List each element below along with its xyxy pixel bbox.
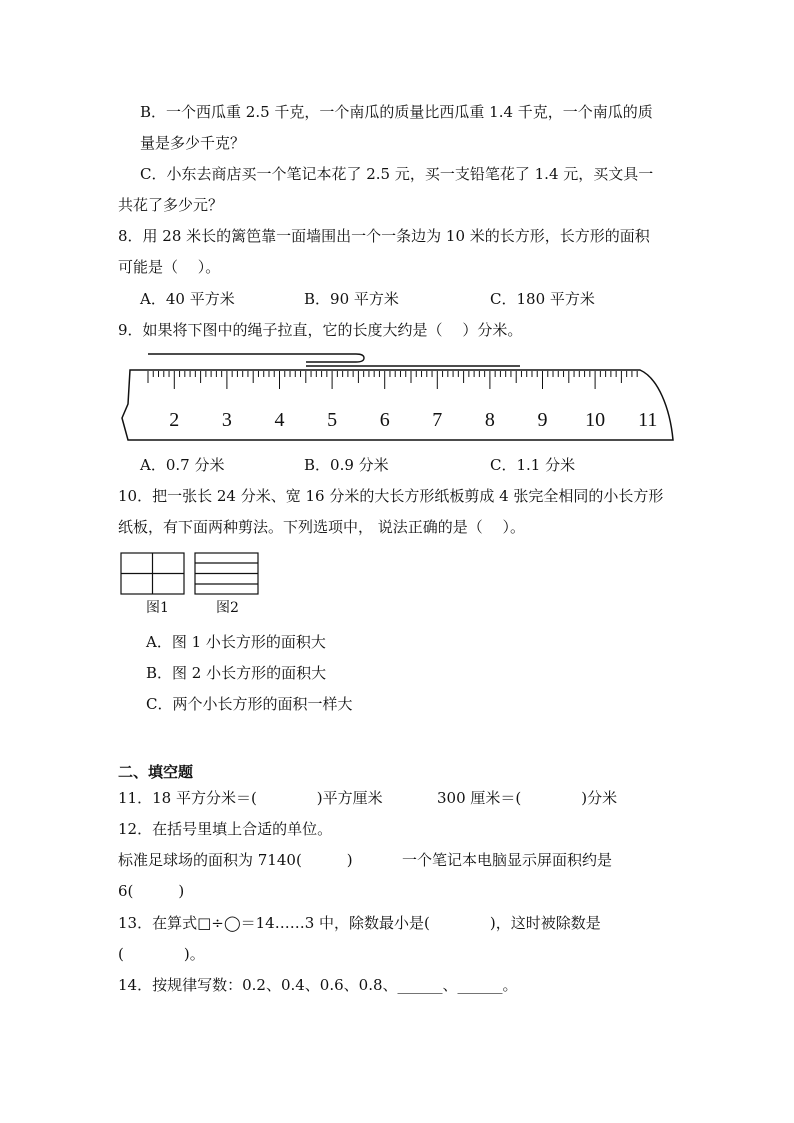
ruler-number: 3: [221, 409, 232, 431]
q8-option-a: A．40 平方米: [140, 290, 235, 308]
q8-stem-line1: 8．用 28 米长的篱笆靠一面墙围出一个一条边为 10 米的长方形，长方形的面积: [118, 227, 650, 245]
q9-option-c: C．1.1 分米: [490, 456, 576, 474]
ruler-number: 8: [484, 409, 495, 431]
ruler-number: 4: [274, 409, 285, 431]
ruler-number: 7: [432, 409, 443, 431]
ruler-number: 11: [638, 409, 658, 431]
q12-stem: 12．在括号里填上合适的单位。: [118, 820, 333, 838]
q11-part1: 11．18 平方分米＝( )平方厘米: [118, 789, 383, 807]
q10-stem-line2: 纸板，有下面两种剪法。下列选项中， 说法正确的是（ ）。: [118, 518, 526, 536]
figure-1-label: 图1: [146, 600, 169, 616]
q12-part1: 标准足球场的面积为 7140( ): [118, 851, 353, 869]
q10-option-a: A．图 1 小长方形的面积大: [146, 633, 326, 651]
q7-option-b-line1: B．一个西瓜重 2.5 千克，一个南瓜的质量比西瓜重 1.4 千克，一个南瓜的质: [140, 103, 653, 121]
q13-stem-line1: 13．在算式□÷◯＝14……3 中，除数最小是( )，这时被除数是: [118, 914, 601, 932]
q10-stem-line1: 10．把一张长 24 分米、宽 16 分米的大长方形纸板剪成 4 张完全相同的小长方形: [118, 487, 664, 505]
q12-part3: 6( ): [118, 882, 185, 900]
q8-stem-line2: 可能是（ ）。: [118, 258, 221, 276]
q13-stem-line2: ( )。: [118, 945, 205, 963]
ruler-number: 6: [379, 409, 390, 431]
q14-stem: 14．按规律写数：0.2、0.4、0.6、0.8、______、______。: [118, 976, 518, 994]
q8-option-b: B．90 平方米: [304, 290, 399, 308]
q9-stem: 9．如果将下图中的绳子拉直，它的长度大约是（ ）分米。: [118, 321, 523, 339]
figure-1: [120, 552, 186, 596]
q7-option-b-line2: 量是多少千克？: [140, 134, 246, 152]
ruler-number: 2: [169, 409, 180, 431]
ruler-number: 10: [585, 409, 606, 431]
q10-option-c: C．两个小长方形的面积一样大: [146, 695, 353, 713]
rope: [148, 354, 520, 366]
q11-part2: 300 厘米＝( )分米: [437, 789, 618, 807]
ruler-number: 5: [327, 409, 338, 431]
q8-option-c: C．180 平方米: [490, 290, 595, 308]
q12-part2: 一个笔记本电脑显示屏面积约是: [402, 851, 613, 869]
q9-option-a: A．0.7 分米: [140, 456, 225, 474]
q9-option-b: B．0.9 分米: [304, 456, 389, 474]
figure-2: [194, 552, 260, 596]
section-title: 二、填空题: [118, 763, 194, 781]
q7-option-c-line2: 共花了多少元？: [118, 196, 224, 214]
figure-2-label: 图2: [216, 600, 239, 616]
q7-option-c-line1: C．小东去商店买一个笔记本花了 2.5 元，买一支铅笔花了 1.4 元，买文具一: [140, 165, 654, 183]
q10-option-b: B．图 2 小长方形的面积大: [146, 664, 327, 682]
ruler-figure: [118, 348, 678, 444]
ruler-number: 9: [537, 409, 548, 431]
